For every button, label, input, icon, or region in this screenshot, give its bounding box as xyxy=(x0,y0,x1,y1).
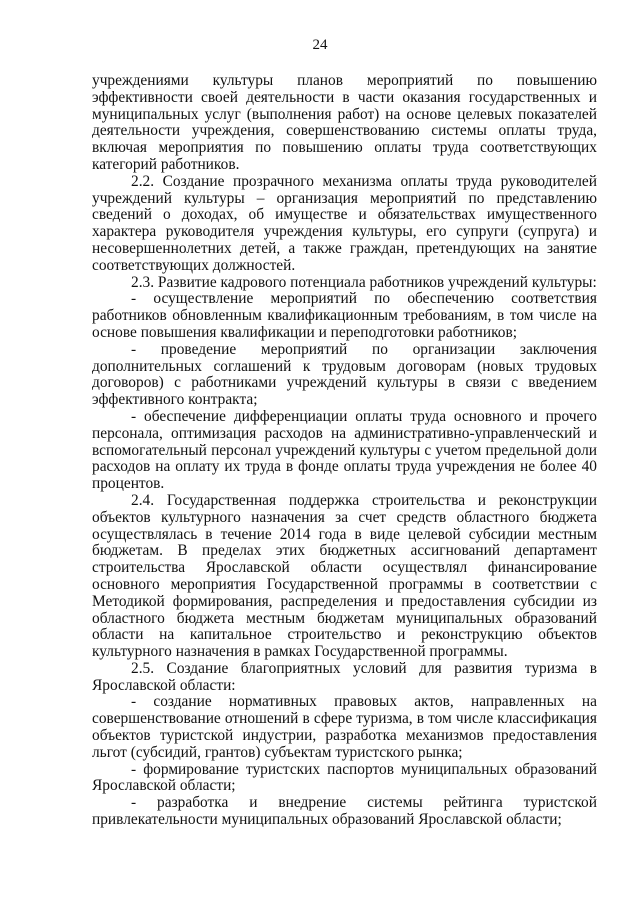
paragraph-continuation: учреждениями культуры планов мероприятий по повышению эффективности своей деятельности в части оказания государственных и муниципальных услуг (выполнения работ) на основе целевых показателей деятельности учреждения, совершенствованию системы оплаты труда, включая мероприятия по повышению оплаты труда соответствующих категорий работников. xyxy=(92,72,597,173)
list-item-2-5-b: - формирование туристских паспортов муниципальных образований Ярославской области; xyxy=(92,760,597,795)
list-item-2-3-c: - обеспечение дифференциации оплаты труда основного и прочего персонала, оптимизация расходов на административно-управленческий и вспомогательный персонал учреждений культуры с учетом предельной доли расходов на оплату их труда в фонде оплаты труда учреждения не более 40 процентов. xyxy=(92,407,597,493)
paragraph-2-4: 2.4. Государственная поддержка строительства и реконструкции объектов культурного назначения за счет средств областного бюджета осуществлялась в течение 2014 года в виде целевой субсидии местным бюджетам. В пределах этих бюджетных ассигнований департамент строительства Ярославской области осуществлял финансирование основного мероприятия Государственной программы в соответствии с Методикой формирования, распределения и предоставления субсидии из областного бюджета местным бюджетам муниципальных образований области на капитальное строительство и реконструкцию объектов культурного назначения в рамках Государственной программы. xyxy=(92,491,597,661)
paragraph-2-3: 2.3. Развитие кадрового потенциала работников учреждений культуры: xyxy=(131,273,597,291)
paragraph-2-2: 2.2. Создание прозрачного механизма оплаты труда руководителей учреждений культуры – организация мероприятий по представлению сведений о доходах, об имуществе и обязательствах имущественного характера руководителя учреждения культуры, его супруги (супруга) и несовершеннолетних детей, а также граждан, претендующих на занятие соответствующих должностей. xyxy=(92,172,597,274)
page-number: 24 xyxy=(312,37,328,53)
paragraph-2-5: 2.5. Создание благоприятных условий для развития туризма в Ярославской области: xyxy=(92,659,597,694)
list-item-2-5-a: - создание нормативных правовых актов, направленных на совершенствование отношений в сфере туризма, в том числе классификация объектов туристской индустрии, разработка механизмов предоставления льгот (субсидий, грантов) субъектам туристского рынка; xyxy=(92,693,597,761)
list-item-2-5-c: - разработка и внедрение системы рейтинга туристской привлекательности муниципальных образований Ярославской области; xyxy=(92,794,597,829)
list-item-2-3-a: - осуществление мероприятий по обеспечению соответствия работников обновленным квалификационным требованиям, в том числе на основе повышения квалификации и переподготовки работников; xyxy=(92,290,597,341)
list-item-2-3-b: - проведение мероприятий по организации заключения дополнительных соглашений к трудовым договорам (новых трудовых договоров) с работниками учреждений культуры в связи с введением эффективного контракта; xyxy=(92,340,597,409)
document-body xyxy=(92,73,597,829)
